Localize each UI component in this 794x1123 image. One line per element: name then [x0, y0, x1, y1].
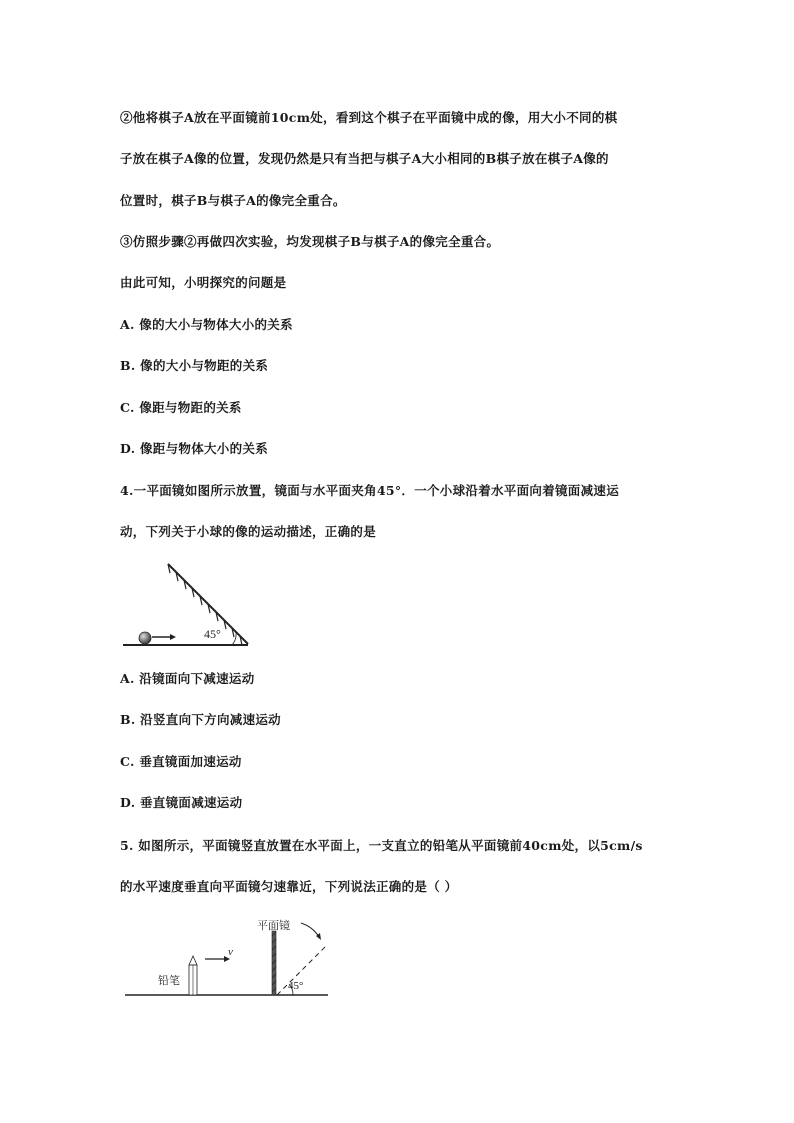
pencil [189, 956, 197, 995]
q3-question: 由此可知，小明探究的问题是 [120, 275, 287, 290]
pencil-tip [189, 956, 197, 965]
q4-option-d: D. 垂直镜面减速运动 [120, 795, 243, 810]
q4-option-a: A. 沿镜面向下减速运动 [120, 671, 255, 686]
q4-stem-line2: 动，下列关于小球的像的运动描述，正确的是 [120, 524, 377, 539]
velocity-arrowhead [170, 634, 176, 640]
q4-option-b: B. 沿竖直向下方向减速运动 [120, 712, 281, 727]
q5-stem-line2: 的水平速度垂直向平面镜匀速靠近，下列说法正确的是（ ） [120, 879, 458, 894]
q3-option-b: B. 像的大小与物距的关系 [120, 358, 269, 373]
ball [139, 632, 151, 644]
q4-stem-line1: 4.一平面镜如图所示放置，镜面与水平面夹角45°．一个小球沿着水平面向着镜面减速运 [120, 483, 619, 498]
q3-step2-line1: ②他将棋子A放在平面镜前10cm处，看到这个棋子在平面镜中成的像，用大小不同的棋 [120, 110, 618, 125]
q4-option-c: C. 垂直镜面加速运动 [120, 754, 242, 769]
q3-option-a: A. 像的大小与物体大小的关系 [120, 317, 293, 332]
q3-option-d: D. 像距与物体大小的关系 [120, 441, 268, 456]
q4-mirror-ball-figure [120, 558, 260, 652]
q3-step2-line3: 位置时，棋子B与棋子A的像完全重合。 [120, 193, 346, 208]
q5-pencil-mirror-figure [120, 912, 335, 1002]
q5-mirror-label: 平面镜 [257, 920, 290, 932]
q3-step3: ③仿照步骤②再做四次实验，均发现棋子B与棋子A的像完全重合。 [120, 234, 500, 249]
q4-angle-label: 45° [204, 627, 221, 641]
q5-velocity-label: v [228, 946, 233, 958]
q3-option-c: C. 像距与物距的关系 [120, 400, 242, 415]
q5-angle-label: 45° [288, 980, 304, 992]
rotation-arrow [301, 923, 319, 937]
q5-pencil-label: 铅笔 [158, 975, 180, 987]
q3-step2-line2: 子放在棋子A像的位置，发现仍然是只有当把与棋子A大小相同的B棋子放在棋子A像的 [120, 151, 609, 166]
q5-stem-line1: 5. 如图所示，平面镜竖直放置在水平面上，一支直立的铅笔从平面镜前40cm处，以5cm/s [120, 838, 643, 853]
